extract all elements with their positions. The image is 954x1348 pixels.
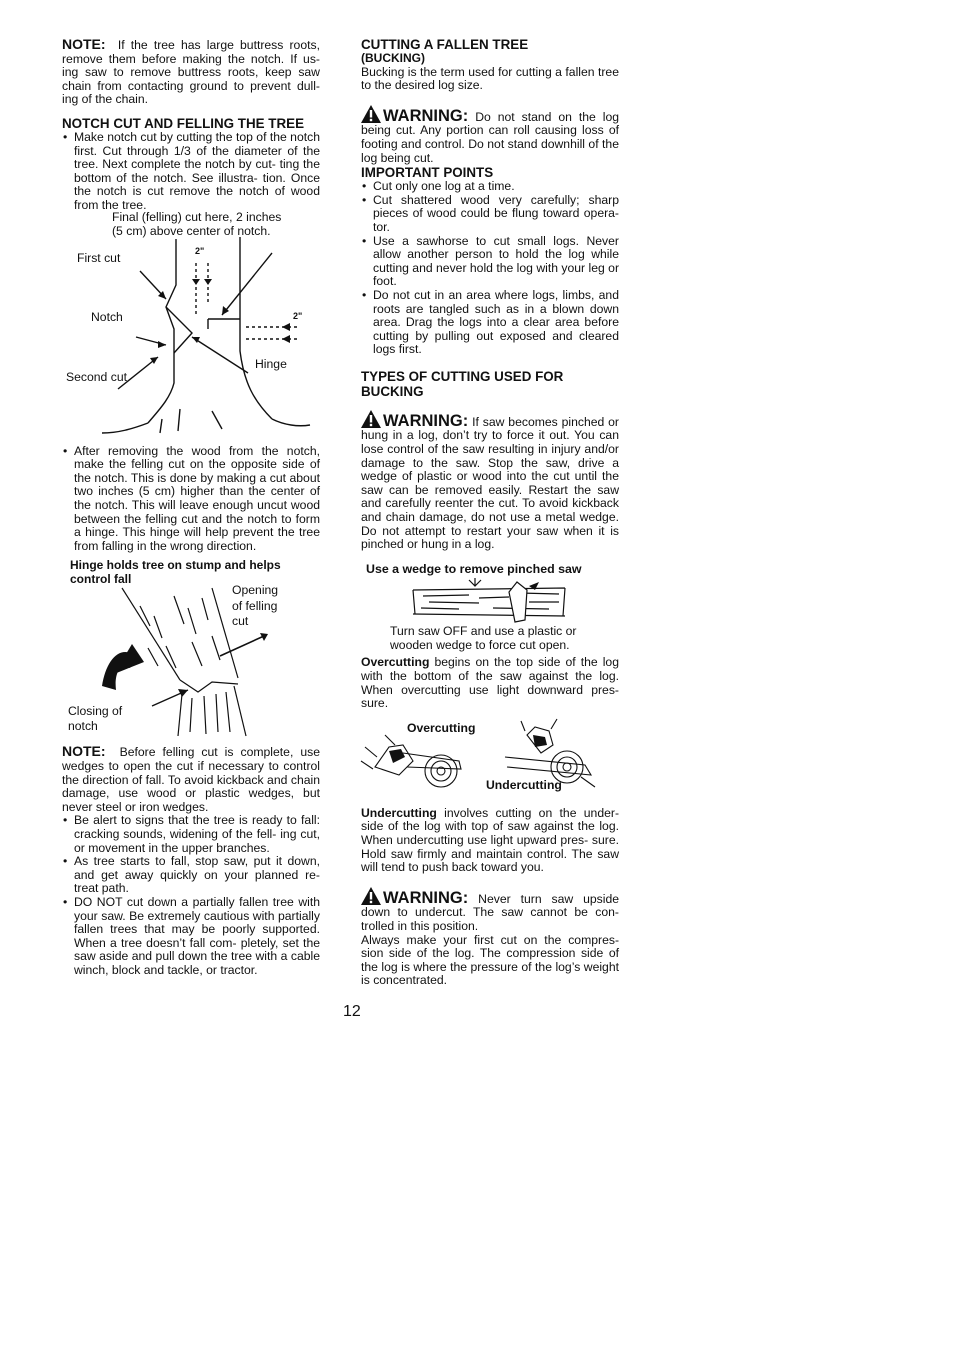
undercutting-figure-label: Undercutting [486, 777, 562, 792]
closing-label-line1: Closing of [68, 704, 123, 719]
list-item: • Make notch cut by cutting the top of the notch first. Cut through 1/3 of the diameter of the tree. Next complete the notch by cut- ting the bottom of the notch. See illustra- tion. Once the notch is cut remove the notch of wood from the tree. [62, 131, 320, 213]
heading-important-points: IMPORTANT POINTS [361, 165, 494, 181]
overcut-undercut-illustration [355, 717, 605, 805]
first-cut-label: First cut [77, 250, 121, 265]
hinge-tree-illustration [92, 586, 292, 742]
list-item: • After removing the wood from the notch, make the felling cut on the opposite side of the notch. This is done by making a cut about two inches (5 cm) higher than the center of the notch. This will leave enough uncut wood between the felling cut and the notch to form a hinge. This hinge will help prevent the tree from falling in the wrong direction. [62, 445, 320, 554]
felling-bullets [62, 814, 320, 977]
warning-label: WARNING: [383, 106, 469, 125]
note-label: NOTE: [62, 36, 106, 52]
warning-stand-log [361, 105, 619, 165]
undercutting-text: involves cutting on the under- side of the log with top of saw against the log. When undercutting use light upward pres- sure. Hold saw firmly and maintain control. The saw will tend to push back toward you. [361, 805, 620, 875]
page-number: 12 [343, 1003, 361, 1020]
wedge-caption-line1: Turn saw OFF and use a plastic or [390, 624, 577, 639]
overcutting-figure-label: Overcutting [407, 720, 476, 735]
warning-text: If saw becomes pinched or hung in a log, don’t try to force it out. You can lose control of the saw resulting in injury and/or damage to the saw. Stop the saw, drive a wedge of plastic or wood into the cut until the saw can be removed easily. Restart the saw and carefully reenter the cut. To avoid kickback and chain damage, do not use a metal wedge. Do not attempt to restart your saw when it is pinched or hung in a log. [361, 414, 619, 552]
opening-label-line3: cut [232, 614, 249, 629]
hinge-figure [62, 583, 320, 742]
warning-text: Never turn saw upside down to undercut. The saw cannot be con- trolled in this position. [361, 891, 619, 933]
cutting-methods-figure [361, 711, 619, 805]
heading-types-of-cutting: TYPES OF CUTTING USED FOR BUCKING [361, 368, 564, 399]
warning-label: WARNING: [383, 411, 469, 430]
note-text: If the tree has large buttress roots, remove them before making the notch. If us- ing saw to remove buttress roots, keep saw chain from contacting ground to prevent dull- ing of the chain. [62, 38, 320, 107]
list-item: • Do not cut in an area where logs, limbs, and roots are tangled such as in a blown down area. Drag the logs into a clear area before cutting by pulling out exposed and cleared logs first. [361, 289, 619, 357]
warning-icon [361, 887, 381, 905]
heading-notch-cut: NOTCH CUT AND FELLING THE TREE [62, 115, 305, 131]
warning-icon [361, 105, 381, 123]
closing-label-line2: notch [68, 719, 98, 734]
note-label: NOTE: [62, 743, 106, 760]
final-cut-label-line2: (5 cm) above center of notch. [112, 223, 271, 238]
after-notch-bullets [62, 445, 320, 554]
notch-figure [62, 209, 320, 445]
note-buttress-roots [62, 38, 320, 107]
wedge-figure [361, 576, 619, 624]
opening-label-line1: Opening [232, 583, 279, 598]
dimension-side-label: 2" [293, 310, 303, 321]
heading-fallen-tree: CUTTING A FALLEN TREE [361, 37, 529, 52]
bucking-definition: Bucking is the term used for cutting a fallen tree to the desired log size. [361, 64, 619, 93]
wedge-caption-line2: wooden wedge to force cut open. [390, 638, 570, 653]
warning-text: Do not stand on the log being cut. Any portion can roll causing loss of footing and control. Do not stand downhill of the log being cut. [361, 109, 620, 165]
warning-upside-down [361, 887, 619, 934]
left-column [62, 38, 320, 978]
notch-label: Notch [91, 309, 123, 324]
wedge-figure-title: Use a wedge to remove pinched saw [366, 561, 582, 576]
undercutting-paragraph [361, 807, 619, 875]
hinge-figure-title: Hinge holds tree on stump and helps control fall [70, 558, 281, 586]
second-cut-label: Second cut [66, 369, 127, 384]
notch-tree-illustration [62, 233, 322, 445]
subheading-bucking: (BUCKING) [361, 51, 425, 65]
opening-label-line2: of felling [232, 599, 278, 614]
list-item: • Cut only one log at a time. [361, 180, 619, 194]
final-cut-label-line1: Final (felling) cut here, 2 inches [112, 209, 282, 224]
list-item: • Be alert to signs that the tree is ready to fall: cracking sounds, widening of the fell- ing cut, or movement in the upper branches. [62, 814, 320, 855]
list-item: • DO NOT cut down a partially fallen tree with your saw. Be extremely cautious with partially fallen trees that may be poorly supported. When a tree doesn’t fall com- pletely, set the saw aside and pull down the tree with a cable winch, block and tackle, or tractor. [62, 896, 320, 978]
overcutting-term: Overcutting [361, 655, 430, 670]
note-text: Before felling cut is complete, use wedges to open the cut if necessary to control the direction of fall. To avoid kickback and chain damage, use wood or plastic wedges, but never steel or iron wedges. [62, 745, 320, 814]
warning-pinched-saw [361, 410, 619, 552]
hinge-label: Hinge [255, 356, 287, 371]
warning-icon [361, 410, 381, 428]
list-item: • Cut shattered wood very carefully; sharp pieces of wood could be flung toward opera- tor. [361, 194, 619, 235]
overcutting-text: begins on the top side of the log with the bottom of the saw against the log. When overcutting use light downward pres- sure. [361, 655, 619, 711]
compression-side-paragraph: Always make your first cut on the compres- sion side of the log. The compression side of the log is where the pressure of the log’s weight is concentrated. [361, 932, 619, 988]
list-item: • Use a sawhorse to cut small logs. Never allow another person to hold the log while cutting and never hold the log with your leg or foot. [361, 235, 619, 289]
wedge-log-illustration [409, 578, 569, 624]
warning-label: WARNING: [383, 888, 469, 907]
notch-bullets [62, 131, 320, 213]
dimension-top-label: 2" [195, 245, 205, 256]
important-points-list [361, 180, 619, 357]
note-wedges [62, 745, 320, 814]
list-item: • As tree starts to fall, stop saw, put it down, and get away quickly on your planned re- treat path. [62, 855, 320, 896]
right-column [361, 37, 619, 988]
overcutting-paragraph [361, 656, 619, 710]
undercutting-term: Undercutting [361, 805, 437, 820]
